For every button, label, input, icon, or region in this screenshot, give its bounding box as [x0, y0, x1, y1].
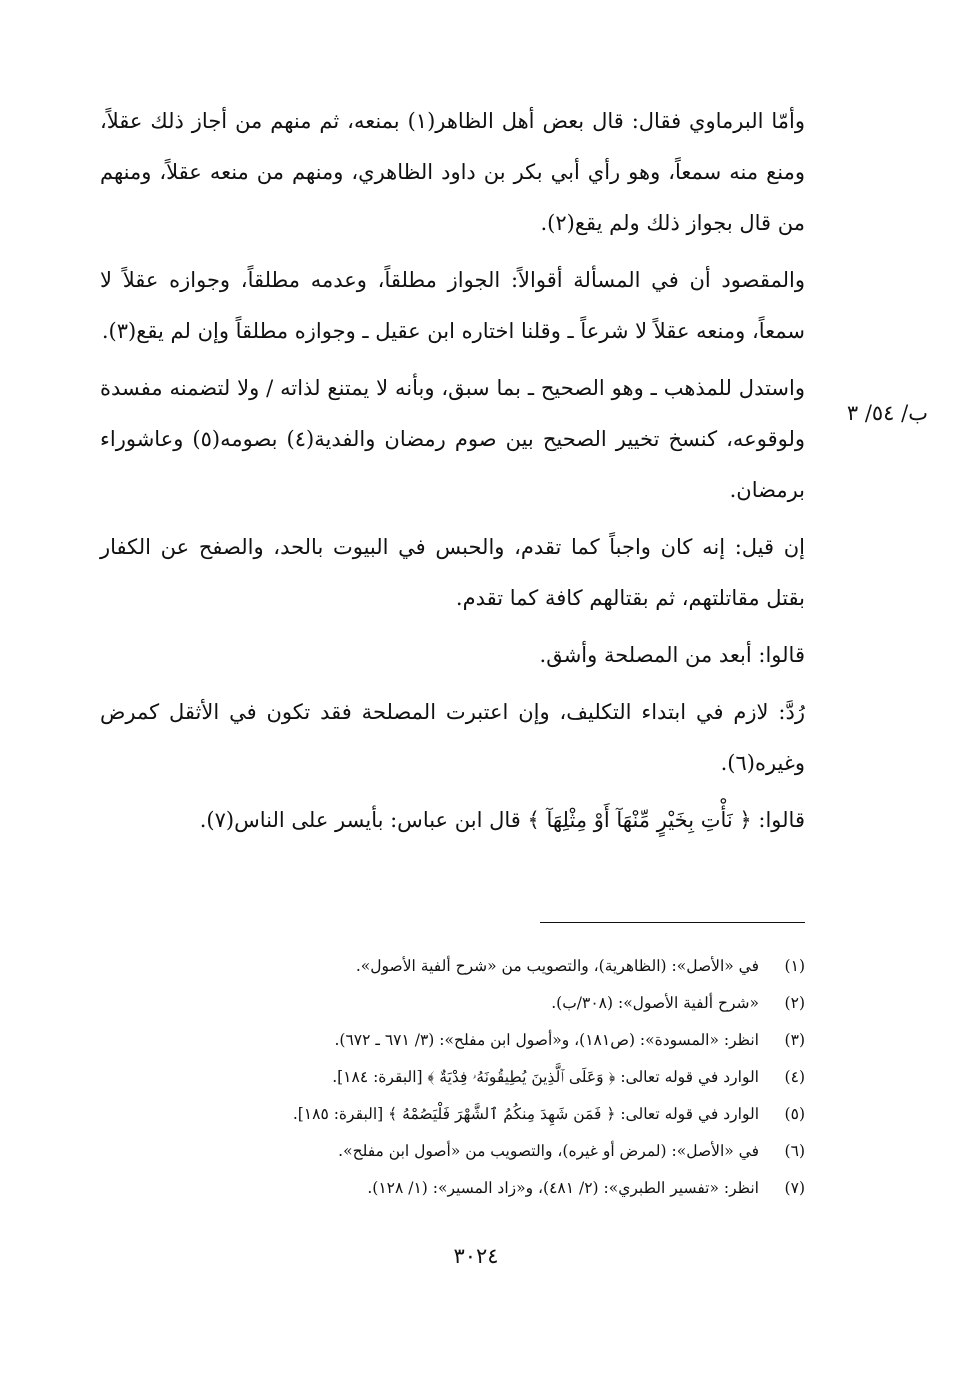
footnote-number: (٦) [784, 1142, 805, 1160]
paragraph: إن قيل: إنه كان واجباً كما تقدم، والحبس في البيوت بالحد، والصفح عن الكفار بقتل مقاتلتهم، ثم بقتالهم كافة كما تقدم. [100, 535, 805, 610]
page-number: ٣٠٢٤ [453, 1244, 499, 1268]
footnote [160, 948, 805, 985]
footnote-number: (١) [784, 957, 805, 975]
footnote-number: (٧) [784, 1179, 805, 1197]
footnote-text: في «الأصل»: (لمرض أو غيره)، والتصويب من «أصول ابن مفلح». [338, 1142, 759, 1160]
footnote-separator [540, 922, 805, 923]
paragraph: قالوا: ﴿ نَأْتِ بِخَيْرٍ مِّنْهَآ أَوْ مِثْلِهَآ ﴾ قال ابن عباس: بأيسر على الناس(٧). [199, 808, 805, 832]
paragraph: رُدَّ: لازم في ابتداء التكليف، وإن اعتبرت المصلحة فقد تكون في الأثقل كمرض وغيره(٦). [100, 700, 805, 775]
footnote-number: (٣) [784, 1031, 805, 1049]
footnote-text: الوارد في قوله تعالى: ﴿ وَعَلَى ٱلَّذِينَ يُطِيقُونَهُۥ فِدْيَةٌ ﴾ [البقرة: ١٨٤]. [332, 1068, 759, 1086]
footnote-text: الوارد في قوله تعالى: ﴿ فَمَن شَهِدَ مِنكُمُ ٱلشَّهْرَ فَلْيَصُمْهُ ﴾ [البقرة: ١٨٥]. [292, 1105, 759, 1123]
footnote-number: (٢) [784, 994, 805, 1012]
paragraph: وأمّا البرماوي فقال: قال بعض أهل الظاهر(١) بمنعه، ثم منهم من أجاز ذلك عقلاً، ومنع منه سمعاً، وهو رأي أبي بكر بن داود الظاهري، ومنهم من منعه عقلاً، ومنهم من قال بجواز ذلك ولم يقع(٢). [100, 109, 805, 235]
footnote [160, 1096, 805, 1133]
footnotes [160, 948, 805, 1207]
manuscript-folio-marker: ب/ ٥٤/ ٣ [846, 401, 928, 425]
footnote [160, 1022, 805, 1059]
footnote [160, 1059, 805, 1096]
footnote-text: في «الأصل»: (الظاهرية)، والتصويب من «شرح ألفية الأصول». [355, 957, 759, 975]
footnote-number: (٥) [784, 1105, 805, 1123]
footnote-text: «شرح ألفية الأصول»: (٣٠٨/ب). [551, 994, 759, 1012]
paragraph: واستدل للمذهب ـ وهو الصحيح ـ بما سبق، وبأنه لا يمتنع لذاته / ولا لتضمنه مفسدة ولوقوعه، كنسخ تخيير الصحيح بين صوم رمضان والفدية(٤) بصومه(٥) وعاشوراء برمضان. [100, 376, 805, 502]
footnote-text: انظر: «المسودة»: (ص١٨١)، و«أصول ابن مفلح»: (٣/ ٦٧١ ـ ٦٧٢). [334, 1031, 759, 1049]
paragraph: قالوا: أبعد من المصلحة وأشق. [539, 643, 805, 667]
footnote [160, 1170, 805, 1207]
footnote-text: انظر: «تفسير الطبري»: (٢/ ٤٨١)، و«زاد المسير»: (١/ ١٢٨). [367, 1179, 759, 1197]
footnote-number: (٤) [784, 1068, 805, 1086]
footnote [160, 985, 805, 1022]
footnote [160, 1133, 805, 1170]
main-text [100, 96, 805, 852]
paragraph: والمقصود أن في المسألة أقوالاً: الجواز مطلقاً، وعدمه مطلقاً، وجوازه عقلاً لا سمعاً، ومنعه عقلاً لا شرعاً ـ وقلنا اختاره ابن عقيل ـ وجوازه مطلقاً وإن لم يقع(٣). [100, 268, 805, 343]
